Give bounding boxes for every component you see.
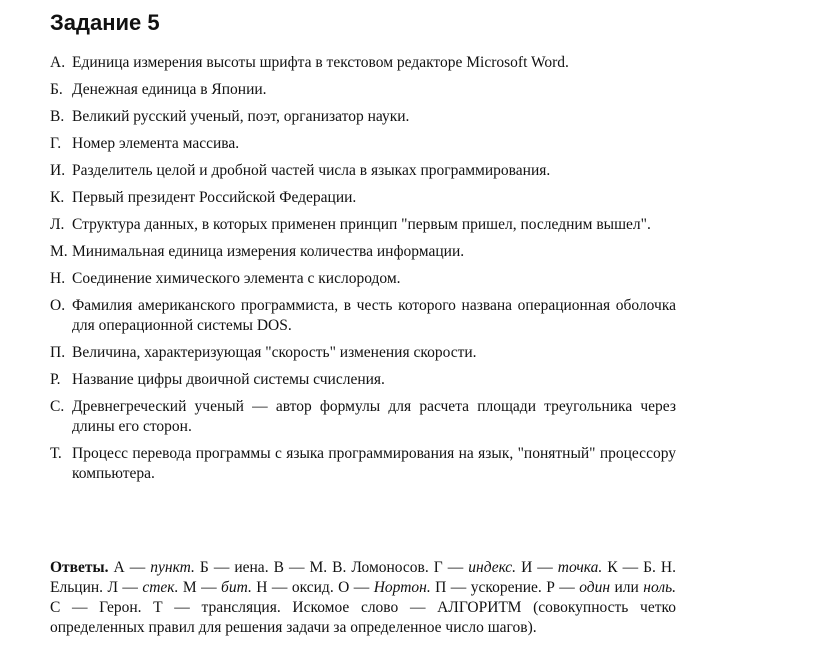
question-list: [50, 53, 676, 491]
answer-word: точка.: [557, 558, 603, 576]
item-letter: П.: [50, 344, 66, 361]
item-letter: К.: [50, 189, 65, 206]
question-item: [50, 107, 676, 127]
item-text: Фамилия американского программиста, в честь которого названа операционная оболочка для операционной системы DOS.: [72, 297, 676, 334]
answer-text: П — ускорение. Р —: [430, 578, 580, 596]
item-letter: Т.: [50, 445, 62, 462]
item-letter: С.: [50, 398, 65, 415]
answer-text: И —: [516, 558, 558, 576]
question-item: [50, 188, 676, 208]
answer-text: С — Герон. Т — трансляция. Искомое слово — АЛГОРИТМ (совокупность четко определенных правил для решения задачи за определенное число шагов).: [50, 598, 676, 636]
item-text: Разделитель целой и дробной частей числа в языках программирования.: [72, 162, 551, 179]
item-letter: И.: [50, 162, 66, 179]
item-text: Минимальная единица измерения количества информации.: [72, 243, 465, 260]
answer-word: один: [579, 578, 611, 596]
answer-text: К — Б. Н. Ельцин. Л —: [50, 558, 676, 596]
answer-text: Б — иена. В — М. В. Ломоносов. Г —: [194, 558, 469, 576]
item-letter: М.: [50, 243, 68, 260]
answer-word: индекс.: [468, 558, 517, 576]
item-text: Единица измерения высоты шрифта в текстовом редакторе Microsoft Word.: [72, 54, 569, 71]
question-item: [50, 296, 676, 336]
item-text: Первый президент Российской Федерации.: [72, 189, 357, 206]
item-text: Процесс перевода программы с языка программирования на язык, "понятный" процессору компьютера.: [72, 445, 676, 482]
item-letter: О.: [50, 297, 66, 314]
answers-label: Ответы.: [50, 558, 109, 576]
item-letter: А.: [50, 54, 66, 71]
item-letter: В.: [50, 108, 65, 125]
question-item: [50, 215, 676, 235]
answer-text: Н — оксид. О —: [251, 578, 374, 596]
answer-word: стек.: [142, 578, 179, 596]
answers-paragraph: [50, 558, 676, 638]
item-text: Номер элемента массива.: [72, 135, 240, 152]
question-item: [50, 242, 676, 262]
answer-word: бит.: [221, 578, 252, 596]
question-item: [50, 444, 676, 484]
item-letter: Б.: [50, 81, 63, 98]
item-text: Денежная единица в Японии.: [72, 81, 267, 98]
page-title: Задание 5: [50, 10, 160, 35]
question-item: [50, 343, 676, 363]
question-item: [50, 397, 676, 437]
item-letter: Л.: [50, 216, 65, 233]
question-item: [50, 80, 676, 100]
item-text: Соединение химического элемента с кислородом.: [72, 270, 401, 287]
item-text: Древнегреческий ученый — автор формулы для расчета площади треугольника через длины его сторон.: [72, 398, 676, 435]
question-item: [50, 161, 676, 181]
question-item: [50, 53, 676, 73]
question-item: [50, 134, 676, 154]
item-text: Структура данных, в которых применен принцип "первым пришел, последним вышел".: [72, 216, 651, 233]
item-text: Название цифры двоичной системы счисления.: [72, 371, 385, 388]
question-item: [50, 370, 676, 390]
item-text: Величина, характеризующая "скорость" изменения скорости.: [72, 344, 477, 361]
answer-word: пункт.: [150, 558, 195, 576]
item-letter: Р.: [50, 371, 61, 388]
item-letter: Г.: [50, 135, 62, 152]
answer-word: ноль.: [643, 578, 677, 596]
answer-text: А —: [108, 558, 151, 576]
item-text: Великий русский ученый, поэт, организатор науки.: [72, 108, 410, 125]
item-letter: Н.: [50, 270, 66, 287]
question-item: [50, 269, 676, 289]
answer-text: М —: [178, 578, 222, 596]
answer-text: или: [610, 578, 644, 596]
answer-word: Нортон.: [373, 578, 431, 596]
